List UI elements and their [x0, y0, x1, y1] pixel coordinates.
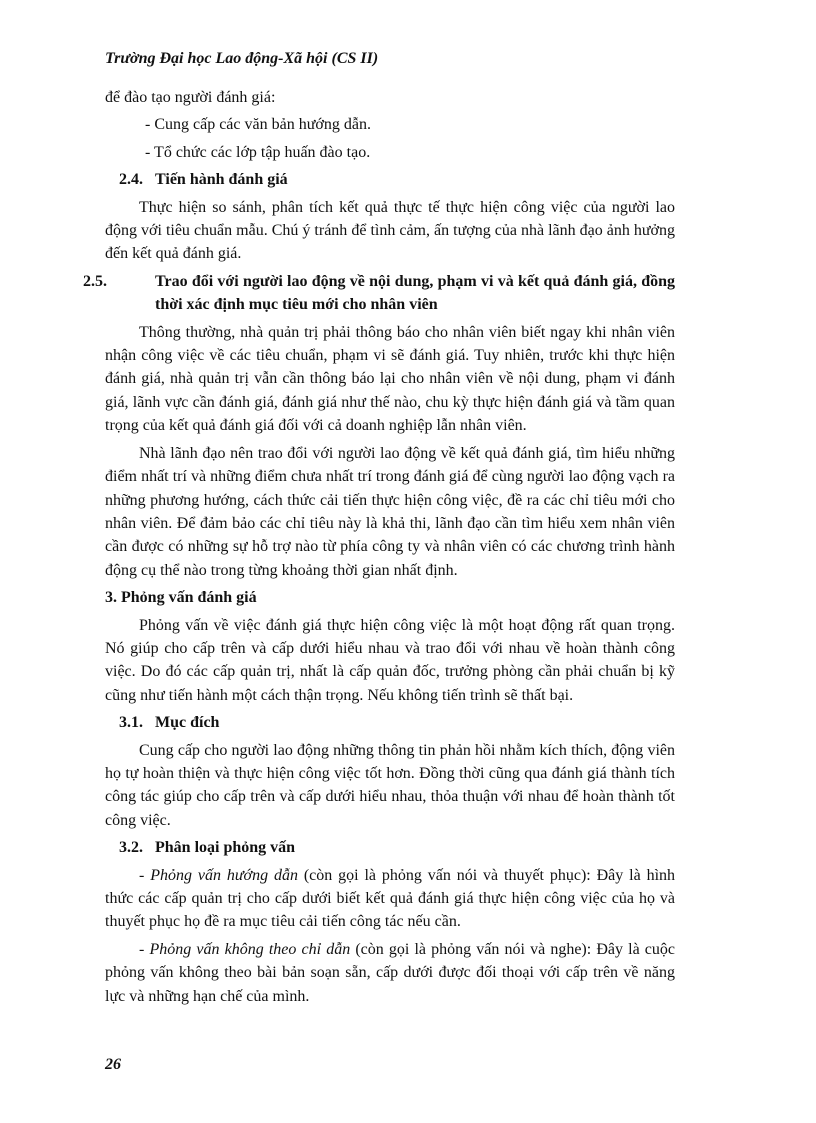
section-2-5-heading — [83, 270, 675, 317]
section-3-2-number: 3.2. — [119, 839, 143, 857]
section-2-5-paragraph-1: Thông thường, nhà quản trị phải thông báo cho nhân viên biết ngay khi nhân viên nhận công việc về các tiêu chuẩn, phạm vi sẽ đánh giá. Tuy nhiên, trước khi thực hiện đánh giá, nhà quản trị vẫn cần thông báo lại cho nhân viên về nội dung, phạm vi đánh giá, lãnh vực cần đánh giá, đánh giá như thế nào, chu kỳ thực hiện đánh giá và tầm quan trọng của kết quả đánh giá đối với cả doanh nghiệp lẫn nhân viên. — [105, 323, 675, 435]
section-2-5-title: Trao đổi với người lao động về nội dung, phạm vi và kết quả đánh giá, đồng thời xác định mục tiêu mới cho nhân viên — [155, 272, 675, 314]
page-body — [83, 86, 676, 1012]
page-number: 26 — [105, 1056, 121, 1073]
section-2-4-number: 2.4. — [119, 171, 143, 189]
section-3-2-item-2 — [105, 938, 675, 1008]
section-3-2-item-1 — [105, 864, 675, 934]
section-3-heading: 3. Phỏng vấn đánh giá — [105, 589, 257, 607]
section-3-1-paragraph: Cung cấp cho người lao động những thông tin phản hồi nhằm kích thích, động viên họ tự hoàn thiện và thực hiện công việc tốt hơn. Đồng thời cũng qua đánh giá thành tích công tác giúp cho cấp trên và cấp dưới hiểu nhau, thỏa thuận với nhau để hoàn thành tốt công việc. — [105, 741, 675, 829]
section-3-1-heading — [105, 711, 675, 734]
section-3-2-title: Phân loại phỏng vấn — [155, 839, 296, 857]
section-3-2-heading — [105, 836, 675, 859]
intro-line: để đào tạo người đánh giá: — [105, 89, 276, 106]
section-2-5-number: 2.5. — [83, 272, 107, 290]
item-1-text: (còn gọi là phỏng vấn nói và thuyết phục): Đây là hình thức các cấp quản trị cho cấp dưới biết kết quả đánh giá thực hiện công việc của họ và thuyết phục họ đề ra mục tiêu cải tiến công tác nếu cần. — [105, 866, 676, 931]
section-3-1-title: Mục đích — [155, 714, 220, 732]
item-1-dash: - — [139, 866, 151, 884]
page-header: Trường Đại học Lao động-Xã hội (CS II) — [105, 50, 379, 67]
section-3-1-number: 3.1. — [119, 714, 143, 732]
section-2-4-heading — [105, 168, 675, 191]
item-2-dash: - — [139, 940, 150, 958]
section-2-4-title: Tiến hành đánh giá — [155, 171, 288, 189]
intro-bullet-1: - Cung cấp các văn bản hướng dẫn. — [145, 116, 371, 134]
item-2-text: (còn gọi là phỏng vấn nói và nghe): Đây là cuộc phỏng vấn không theo bài bản soạn sẵn, cấp dưới được đối thoại với cấp trên về năng lực và những hạn chế của mình. — [105, 940, 676, 1005]
intro-bullet-2: - Tổ chức các lớp tập huấn đào tạo. — [145, 143, 371, 161]
section-3-paragraph: Phỏng vấn về việc đánh giá thực hiện công việc là một hoạt động rất quan trọng. Nó giúp cho cấp trên và cấp dưới hiểu nhau và trao đổi với nhau về hoàn thành công việc. Do đó các cấp quản trị, nhất là cấp quản đốc, trưởng phòng cần phải chuẩn bị kỹ cũng như tiến hành một cách thận trọng. Nếu không tiến trình sẽ thất bại. — [105, 616, 675, 704]
item-2-term: Phỏng vấn không theo chỉ dẫn — [149, 940, 351, 958]
item-1-term: Phỏng vấn hướng dẫn — [150, 866, 298, 884]
section-2-4-paragraph: Thực hiện so sánh, phân tích kết quả thực tế thực hiện công việc của người lao động với tiêu chuẩn mẫu. Chú ý tránh để tình cảm, ấn tượng của nhà lãnh đạo ảnh hưởng đến kết quả đánh giá. — [105, 198, 675, 263]
section-2-5-paragraph-2: Nhà lãnh đạo nên trao đổi với người lao động về kết quả đánh giá, tìm hiểu những điểm nhất trí và những điểm chưa nhất trí trong đánh giá để cùng người lao động vạch ra những phương hướng, cách thức cải tiến thực hiện công việc, đề ra các chỉ tiêu mới cho nhân viên. Để đảm bảo các chỉ tiêu này là khả thi, lãnh đạo cần tìm hiểu xem nhân viên cần được có những sự hỗ trợ nào từ phía công ty và nhân viên có các chương trình hành động cụ thể nào trong từng khoảng thời gian nhất định. — [105, 444, 675, 579]
